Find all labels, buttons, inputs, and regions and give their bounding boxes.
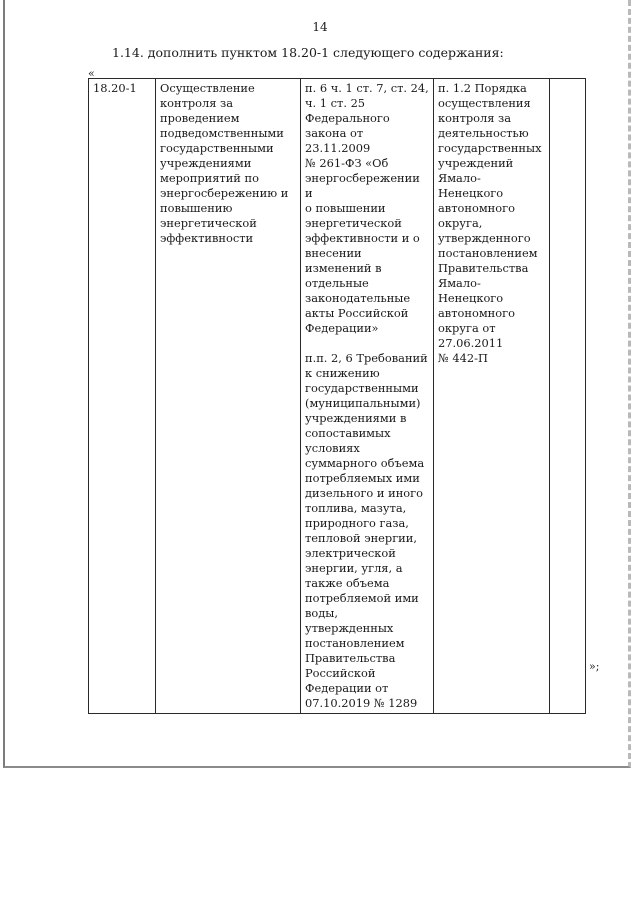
legal-basis-federal-law: п. 6 ч. 1 ст. 7, ст. 24, ч. 1 ст. 25 Федерального закона от 23.11.2009 № 261-ФЗ «Об энергосбережении и о повышении энергетической эффективности и о внесении изменений в отдельные законодательные акты Российской Федерации»	[305, 81, 429, 335]
closing-quote-mark: »;	[589, 660, 600, 673]
cell-item-number	[89, 79, 156, 714]
item-number: 18.20-1	[93, 81, 137, 95]
opening-quote-mark: «	[88, 67, 95, 80]
cell-function-name	[156, 79, 301, 714]
amendment-heading: 1.14. дополнить пунктом 18.20-1 следующего содержания:	[112, 45, 504, 60]
cell-regional-procedure	[434, 79, 550, 714]
page-number: 14	[312, 20, 328, 34]
legal-basis-requirements: п.п. 2, 6 Требований к снижению государственными (муниципальными) учреждениями в сопоставимых условиях суммарного объема потребляемых ими дизельного и иного топлива, мазута, природного газа, тепловой энергии, электрической энергии, угля, а также объема потребляемой ими воды, утвержденных постановлением Правительства Российской Федерации от 07.10.2019 № 1289	[305, 351, 428, 710]
blank-area	[0, 770, 640, 905]
cell-empty	[550, 79, 586, 714]
function-name: Осуществление контроля за проведением подведомственными государственными учреждениями мероприятий по энергосбережению и повышению энергетической эффективности	[160, 81, 289, 245]
cell-legal-basis	[301, 79, 434, 714]
table-row	[89, 79, 586, 714]
amendment-table	[88, 78, 586, 714]
paragraph-gap	[305, 336, 429, 351]
regional-procedure: п. 1.2 Порядка осуществления контроля за деятельностью государственных учреждений Ямало- Ненецкого автономного округа, утвержденного постановлением Правительства Ямало- Ненецкого автономного округа от 27.06.2011 № 442-П	[438, 81, 542, 365]
